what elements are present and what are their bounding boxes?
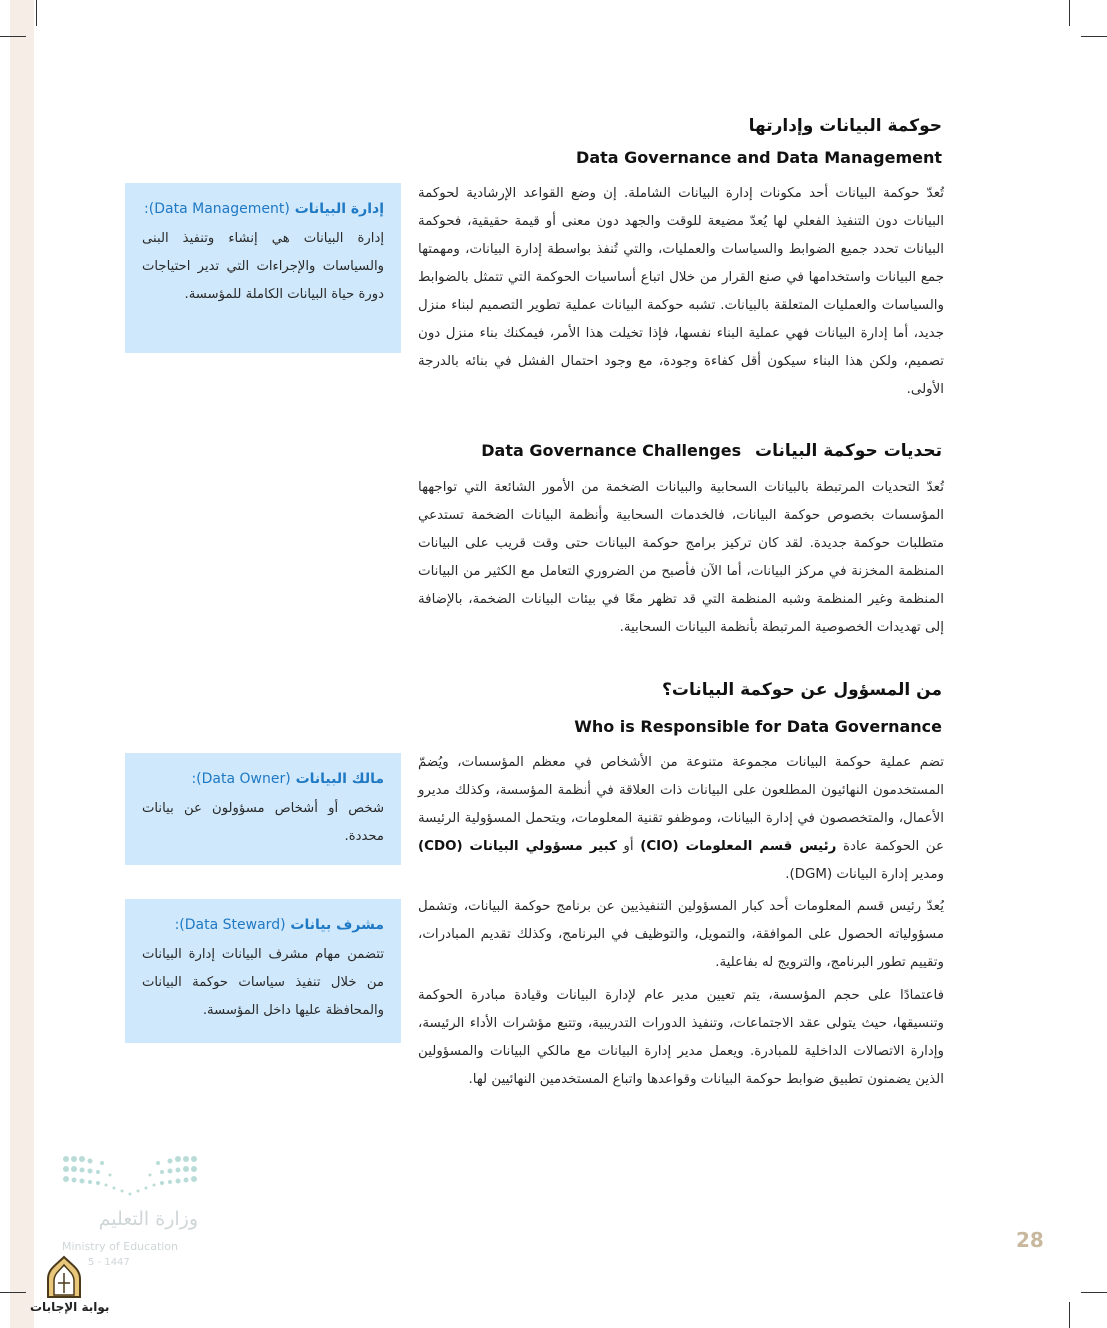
section-subtitle-en: Data Governance and Data Management: [576, 148, 942, 167]
challenges-title-ar: تحديات حوكمة البيانات: [755, 441, 942, 461]
challenges-title-en: Data Governance Challenges: [481, 441, 742, 460]
box-title: [142, 767, 384, 791]
paragraph-responsible-3: فاعتمادًا على حجم المؤسسة، يتم تعيين مدير عام لإدارة البيانات وقيادة مبادرة الحوكمة وتنسيقها، حيث يتولى عقد الاجتماعات، وتنفيذ الدورات التدريبية، وتتبع مؤشرات الأداء الرئيسة، وإدارة الاتصالات الداخلية للمبادرة. ويعمل مدير إدارة البيانات مع مالكي البيانات والمسؤولين الذين يضمنون تطبيق ضوابط حوكمة البيانات وقواعدها واتباع المستخدمين النهائيين لها.: [418, 988, 944, 1087]
ministry-logo-dots-icon: [62, 1155, 198, 1201]
section-title-governance-management: حوكمة البيانات وإدارتها: [748, 116, 942, 136]
portal-lantern-logo-icon: [42, 1255, 86, 1299]
box-title-ar: مالك البيانات: [295, 771, 384, 787]
crop-mark: [0, 1292, 26, 1293]
page-edge-strip: [10, 0, 34, 1328]
paragraph-challenges: تُعدّ التحديات المرتبطة بالبيانات السحابية والبيانات الضخمة من الأمور الشائعة التي تواجهها المؤسسات بخصوص حوكمة البيانات، فالخدمات السحابية وأنظمة البيانات الضخمة تستدعي متطلبات حوكمة جديدة. لقد كان تركيز برامج حوكمة البيانات حتى وقت قريب على البيانات المنظمة المخزنة في مركز البيانات، أما الآن فأصبح من الضروري التعامل مع الكثير من البيانات المنظمة وغير المنظمة وشبه المنظمة التي قد تظهر معًا في بيئات البيانات الضخمة، بالإضافة إلى تهديدات الخصوصية المرتبطة بأنظمة البيانات السحابية.: [418, 480, 944, 635]
box-title: [142, 913, 384, 937]
crop-mark: [1081, 1292, 1107, 1293]
box-title-en: (Data Owner):: [191, 771, 291, 787]
box-body: تتضمن مهام مشرف البيانات إدارة البيانات من خلال تنفيذ سياسات حوكمة البيانات والمحافظة عليها داخل المؤسسة.: [142, 947, 384, 1018]
p1-start: تضم عملية حوكمة البيانات مجموعة متنوعة من الأشخاص في معظم المؤسسات، ويُضمّ المستخدمون النهائيون المطلعون على البيانات ذات العلاقة في أنظمة المؤسسة، وكذلك مديرو الأعمال، والمتخصصون في إدارة البيانات، وموظفو تقنية المعلومات، ويتحمل المسؤولية الرئيسة عن الحوكمة عادة: [418, 755, 944, 854]
crop-mark: [36, 0, 37, 26]
definition-box-data-steward: [125, 899, 401, 1043]
ministry-name-en: Ministry of Education: [62, 1240, 179, 1253]
dgm-term: إدارة البيانات (DGM): [789, 867, 908, 882]
box-body: إدارة البيانات هي إنشاء وتنفيذ البنى والسياسات والإجراءات التي تدير احتياجات دورة حياة البيانات الكاملة للمؤسسة.: [142, 231, 384, 302]
cdo-term: كبير مسؤولي البيانات (CDO): [418, 839, 617, 854]
crop-mark: [1069, 0, 1070, 26]
paragraph-responsible-1: [418, 749, 944, 889]
section-title-challenges: [481, 441, 942, 461]
paragraph-responsible-2: يُعدّ رئيس قسم المعلومات أحد كبار المسؤولين التنفيذيين عن برنامج حوكمة البيانات، وتشمل مسؤولياته الحصول على الموافقة، والتمويل، والتوظيف في البرنامج، وكذلك تقديم المبادرات، وتقييم تطور البرنامج، والترويج له بفاعلية.: [418, 899, 944, 970]
page-number: 28: [1016, 1228, 1044, 1252]
section-subtitle-responsible-en: Who is Responsible for Data Governance: [574, 717, 942, 736]
portal-name: بوابة الإجابات: [30, 1300, 110, 1314]
crop-mark: [1069, 1302, 1070, 1328]
crop-mark: [1081, 36, 1107, 37]
box-title-ar: إدارة البيانات: [294, 201, 384, 217]
p1-mid: أو: [616, 839, 641, 854]
definition-box-data-management: [125, 183, 401, 353]
box-title-ar: مشرف بيانات: [290, 917, 384, 933]
p1-end: .: [785, 867, 790, 882]
box-body: شخص أو أشخاص مسؤولون عن بيانات محددة.: [142, 801, 384, 844]
p1-mid2: ومدير: [907, 867, 944, 882]
box-title: [142, 197, 384, 221]
definition-box-data-owner: [125, 753, 401, 865]
box-title-en: (Data Management):: [144, 201, 290, 217]
ministry-name-ar: وزارة التعليم: [98, 1208, 198, 1230]
section-title-responsible: من المسؤول عن حوكمة البيانات؟: [662, 680, 942, 700]
ministry-year: 5 - 1447: [88, 1257, 130, 1268]
paragraph-governance-management: تُعدّ حوكمة البيانات أحد مكونات إدارة البيانات الشاملة. إن وضع القواعد الإرشادية لحوكمة البيانات دون التنفيذ الفعلي لها يُعدّ مضيعة للوقت والجهد دون معنى أو قيمة حقيقية، فحوكمة البيانات تحدد جميع الضوابط والسياسات والعمليات، والتي تُنفذ بواسطة إدارة البيانات، ومهمتها جمع البيانات واستخدامها في صنع القرار من خلال اتباع أساسيات الحوكمة التي تتمثل بالضوابط والسياسات والعمليات المتعلقة بالبيانات. تشبه حوكمة البيانات عملية تطوير التصميم لبناء منزل جديد، أما إدارة البيانات فهي عملية البناء نفسها، فإذا تخيلت هذا الأمر، فيمكنك بناء منزل دون تصميم، ولكن هذا البناء سيكون أقل كفاءة وجودة، مع وجود احتمال الفشل في بنائه بالدرجة الأولى.: [418, 186, 944, 397]
cio-term: رئيس قسم المعلومات (CIO): [640, 839, 837, 854]
box-title-en: (Data Steward):: [174, 917, 286, 933]
crop-mark: [0, 36, 26, 37]
